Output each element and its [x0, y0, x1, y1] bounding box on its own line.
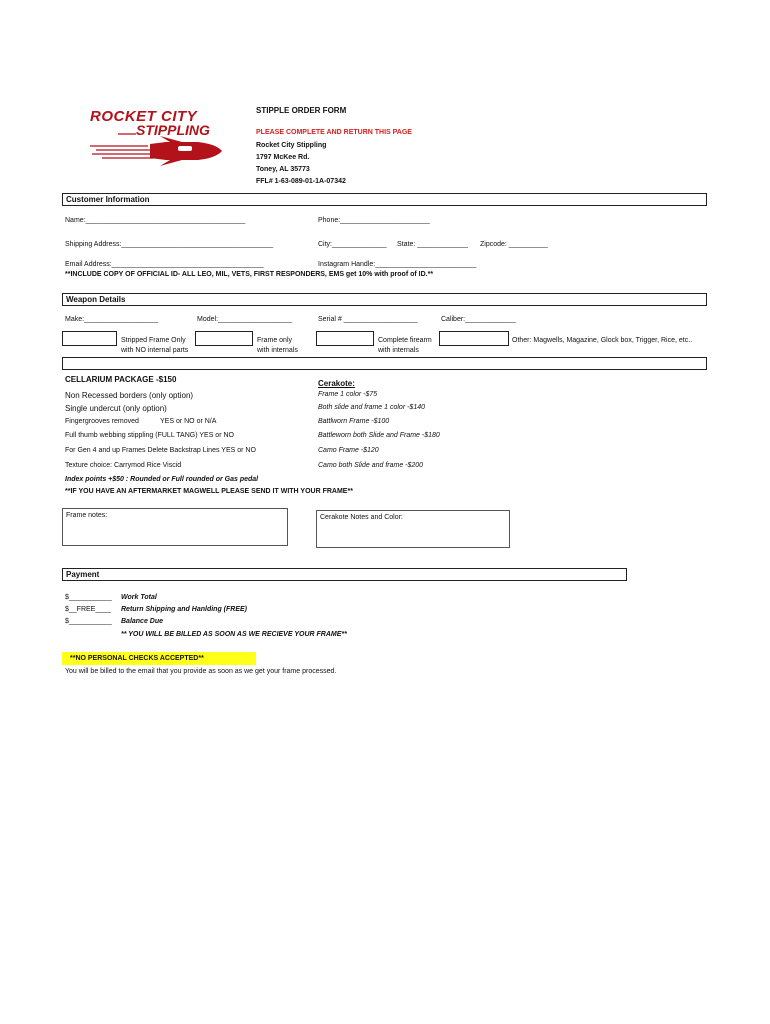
texture-choice[interactable]: Texture choice: Carrymod Rice Viscid — [65, 462, 182, 469]
cerakote-option-4[interactable]: Battleworn both Slide and Frame -$180 — [318, 432, 440, 439]
company-street: 1797 McKee Rd. — [256, 154, 310, 161]
backstrap-option[interactable]: For Gen 4 and up Frames Delete Backstrap Lines YES or NO — [65, 447, 256, 454]
cerakote-option-5[interactable]: Camo Frame -$120 — [318, 447, 379, 454]
state-field[interactable]: State: _____________ — [397, 241, 468, 248]
index-points-option[interactable]: Index points +$50 : Rounded or Full rounded or Gas pedal — [65, 476, 259, 483]
cerakote-title: Cerakote: — [318, 379, 355, 388]
payment-section-header: Payment — [62, 568, 627, 581]
package-borders: Non Recessed borders (only option) — [65, 391, 194, 400]
frame-only-sublabel: with internals — [257, 347, 298, 354]
no-checks-banner — [62, 652, 256, 665]
make-field[interactable]: Make:___________________ — [65, 316, 159, 323]
customer-section-header: Customer Information — [62, 193, 707, 206]
phone-field[interactable]: Phone:_______________________ — [318, 217, 430, 224]
balance-due-label: Balance Due — [121, 618, 164, 625]
stripped-frame-sublabel: with NO internal parts — [121, 347, 189, 354]
model-field[interactable]: Model:___________________ — [197, 316, 292, 323]
magwell-note: **IF YOU HAVE AN AFTERMARKET MAGWELL PLEASE SEND IT WITH YOUR FRAME** — [65, 488, 353, 495]
id-discount-note: **INCLUDE COPY OF OFFICIAL ID- ALL LEO, MIL, VETS, FIRST RESPONDERS, EMS get 10% with proof of ID.** — [65, 271, 434, 278]
frame-only-label: Frame only — [257, 337, 293, 344]
cerakote-notes-label: Cerakote Notes and Color: — [320, 514, 403, 521]
other-items-label: Other: Magwells, Magazine, Glock box, Trigger, Rice, etc.. — [512, 337, 693, 344]
form-title: STIPPLE ORDER FORM — [256, 106, 347, 115]
other-items-checkbox[interactable] — [439, 331, 509, 346]
weapon-section-header: Weapon Details — [62, 293, 707, 306]
zipcode-field[interactable]: Zipcode: __________ — [480, 241, 548, 248]
package-undercut: Single undercut (only option) — [65, 404, 167, 413]
frame-only-checkbox[interactable] — [195, 331, 253, 346]
company-ffl: FFL# 1-63-089-01-1A-07342 — [256, 178, 346, 185]
work-total-label: Work Total — [121, 594, 157, 601]
cerakote-option-2[interactable]: Both slide and frame 1 color -$140 — [318, 404, 426, 411]
shipping-label: Return Shipping and Hanlding (FREE) — [121, 606, 247, 613]
stripped-frame-checkbox[interactable] — [62, 331, 117, 346]
company-logo — [88, 108, 228, 168]
logo-line1: ROCKET CITY — [90, 108, 198, 125]
logo-line2: STIPPLING — [136, 122, 210, 138]
email-billing-note: You will be billed to the email that you provide as soon as we get your frame processed. — [65, 668, 337, 675]
complete-firearm-label: Complete firearm — [378, 337, 432, 344]
frame-notes-box[interactable] — [62, 508, 288, 546]
serial-field[interactable]: Serial # ___________________ — [318, 316, 418, 323]
email-field[interactable]: Email Address:_______________________________________ — [65, 261, 264, 268]
package-title: CELLARIUM PACKAGE -$150 — [65, 375, 177, 384]
work-total-amount[interactable]: $___________ — [65, 594, 112, 601]
billing-note: ** YOU WILL BE BILLED AS SOON AS WE RECIEVE YOUR FRAME** — [121, 631, 347, 638]
shipping-amount: $__FREE____ — [65, 606, 111, 613]
caliber-field[interactable]: Caliber:_____________ — [441, 316, 516, 323]
name-field[interactable]: Name:_________________________________________ — [65, 217, 246, 224]
city-field[interactable]: City:______________ — [318, 241, 387, 248]
complete-firearm-sublabel: with internals — [378, 347, 419, 354]
cerakote-option-3[interactable]: Battlworn Frame -$100 — [318, 418, 390, 425]
cerakote-notes-box[interactable] — [316, 510, 510, 548]
fingergrooves-label: Fingergrooves removed — [65, 418, 139, 425]
no-checks-text: **NO PERSONAL CHECKS ACCEPTED** — [70, 655, 204, 662]
cerakote-option-6[interactable]: Camo both Slide and frame -$200 — [318, 462, 424, 469]
stripped-frame-label: Stripped Frame Only — [121, 337, 186, 344]
thumb-webbing-option[interactable]: Full thumb webbing stippling (FULL TANG) YES or NO — [65, 432, 234, 439]
instruction-text: PLEASE COMPLETE AND RETURN THIS PAGE — [256, 129, 412, 136]
cerakote-option-1[interactable]: Frame 1 color -$75 — [318, 391, 378, 398]
shipping-address-field[interactable]: Shipping Address:_______________________________________ — [65, 241, 274, 248]
section-divider — [62, 357, 707, 370]
company-city: Toney, AL 35773 — [256, 166, 310, 173]
fingergrooves-options[interactable]: YES or NO or N/A — [160, 418, 217, 425]
instagram-field[interactable]: Instagram Handle:__________________________ — [318, 261, 477, 268]
balance-due-amount[interactable]: $___________ — [65, 618, 112, 625]
company-name: Rocket City Stippling — [256, 142, 327, 149]
complete-firearm-checkbox[interactable] — [316, 331, 374, 346]
frame-notes-label: Frame notes: — [66, 512, 108, 519]
